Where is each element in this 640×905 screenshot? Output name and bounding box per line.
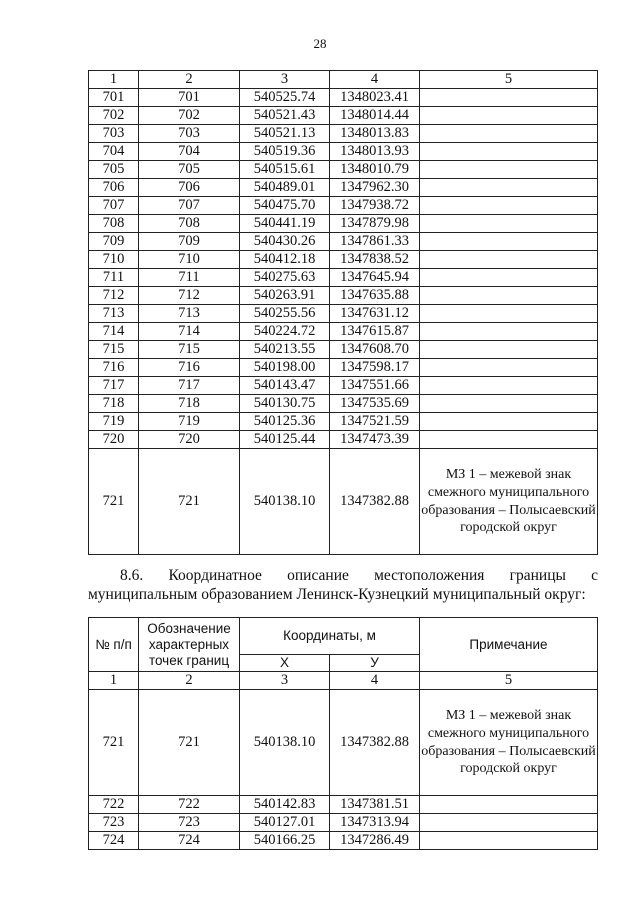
cell-x: 540130.75 bbox=[240, 395, 330, 413]
table-row bbox=[89, 377, 598, 395]
cell-y: 1348013.83 bbox=[330, 125, 420, 143]
cell-x: 540430.26 bbox=[240, 233, 330, 251]
cell-num: 721 bbox=[89, 449, 139, 555]
column-number: 4 bbox=[330, 71, 420, 89]
header-num: № п/п bbox=[89, 618, 139, 672]
section-text: Координатное описание местоположения границы с муниципальным образованием Ленинск-Кузнецкий муниципальный округ: bbox=[88, 567, 599, 603]
cell-x: 540138.10 bbox=[240, 449, 330, 555]
table-row bbox=[89, 449, 598, 555]
cell-y: 1347645.94 bbox=[330, 269, 420, 287]
cell-x: 540166.25 bbox=[240, 832, 330, 850]
table-row bbox=[89, 832, 598, 850]
cell-num: 705 bbox=[89, 161, 139, 179]
header-y: У bbox=[330, 655, 420, 672]
cell-num: 709 bbox=[89, 233, 139, 251]
table-row bbox=[89, 233, 598, 251]
cell-y: 1347938.72 bbox=[330, 197, 420, 215]
cell-point: 708 bbox=[139, 215, 240, 233]
cell-note bbox=[420, 413, 598, 431]
table-row bbox=[89, 690, 598, 796]
table-row bbox=[89, 251, 598, 269]
cell-note bbox=[420, 796, 598, 814]
cell-num: 718 bbox=[89, 395, 139, 413]
cell-x: 540224.72 bbox=[240, 323, 330, 341]
cell-num: 724 bbox=[89, 832, 139, 850]
cell-x: 540127.01 bbox=[240, 814, 330, 832]
cell-point: 702 bbox=[139, 107, 240, 125]
table-row bbox=[89, 179, 598, 197]
column-number: 2 bbox=[139, 672, 240, 690]
cell-x: 540263.91 bbox=[240, 287, 330, 305]
table-row bbox=[89, 143, 598, 161]
cell-x: 540441.19 bbox=[240, 215, 330, 233]
cell-y: 1347608.70 bbox=[330, 341, 420, 359]
cell-x: 540275.63 bbox=[240, 269, 330, 287]
cell-num: 704 bbox=[89, 143, 139, 161]
cell-note bbox=[420, 359, 598, 377]
cell-num: 710 bbox=[89, 251, 139, 269]
table-row bbox=[89, 107, 598, 125]
cell-y: 1347381.51 bbox=[330, 796, 420, 814]
cell-y: 1348014.44 bbox=[330, 107, 420, 125]
column-number: 1 bbox=[89, 71, 139, 89]
cell-x: 540142.83 bbox=[240, 796, 330, 814]
table-row bbox=[89, 413, 598, 431]
cell-x: 540143.47 bbox=[240, 377, 330, 395]
cell-point: 712 bbox=[139, 287, 240, 305]
cell-x: 540125.36 bbox=[240, 413, 330, 431]
table-row bbox=[89, 814, 598, 832]
cell-y: 1347635.88 bbox=[330, 287, 420, 305]
cell-y: 1348010.79 bbox=[330, 161, 420, 179]
cell-note bbox=[420, 341, 598, 359]
cell-note bbox=[420, 305, 598, 323]
coordinates-table-continued bbox=[88, 70, 598, 555]
cell-point: 719 bbox=[139, 413, 240, 431]
cell-note bbox=[420, 89, 598, 107]
cell-note bbox=[420, 107, 598, 125]
cell-point: 711 bbox=[139, 269, 240, 287]
table-row bbox=[89, 431, 598, 449]
header-coordinates: Координаты, м bbox=[240, 618, 420, 655]
cell-note bbox=[420, 431, 598, 449]
column-number-row bbox=[89, 672, 598, 690]
cell-num: 723 bbox=[89, 814, 139, 832]
cell-point: 709 bbox=[139, 233, 240, 251]
cell-note bbox=[420, 179, 598, 197]
cell-point: 713 bbox=[139, 305, 240, 323]
cell-y: 1347598.17 bbox=[330, 359, 420, 377]
column-number-row bbox=[89, 71, 598, 89]
cell-x: 540213.55 bbox=[240, 341, 330, 359]
cell-y: 1347382.88 bbox=[330, 449, 420, 555]
table-row bbox=[89, 197, 598, 215]
cell-point: 721 bbox=[139, 449, 240, 555]
cell-point: 714 bbox=[139, 323, 240, 341]
cell-note bbox=[420, 832, 598, 850]
cell-y: 1347838.52 bbox=[330, 251, 420, 269]
cell-x: 540198.00 bbox=[240, 359, 330, 377]
cell-note bbox=[420, 233, 598, 251]
column-number: 3 bbox=[240, 672, 330, 690]
table-row bbox=[89, 796, 598, 814]
column-number: 1 bbox=[89, 672, 139, 690]
cell-point: 707 bbox=[139, 197, 240, 215]
cell-point: 710 bbox=[139, 251, 240, 269]
cell-note: МЗ 1 – межевой знак смежного муниципального образования – Полысаевский городской округ bbox=[420, 690, 598, 796]
cell-point: 703 bbox=[139, 125, 240, 143]
cell-point: 717 bbox=[139, 377, 240, 395]
cell-note bbox=[420, 125, 598, 143]
cell-point: 716 bbox=[139, 359, 240, 377]
column-number: 2 bbox=[139, 71, 240, 89]
cell-y: 1347286.49 bbox=[330, 832, 420, 850]
header-x: X bbox=[240, 655, 330, 672]
table-row bbox=[89, 341, 598, 359]
cell-num: 717 bbox=[89, 377, 139, 395]
column-number: 4 bbox=[330, 672, 420, 690]
cell-y: 1347313.94 bbox=[330, 814, 420, 832]
table-row bbox=[89, 359, 598, 377]
cell-point: 720 bbox=[139, 431, 240, 449]
column-number: 3 bbox=[240, 71, 330, 89]
cell-y: 1348023.41 bbox=[330, 89, 420, 107]
cell-y: 1348013.93 bbox=[330, 143, 420, 161]
cell-point: 715 bbox=[139, 341, 240, 359]
cell-point: 722 bbox=[139, 796, 240, 814]
cell-y: 1347473.39 bbox=[330, 431, 420, 449]
table-row bbox=[89, 395, 598, 413]
table-row bbox=[89, 269, 598, 287]
cell-note bbox=[420, 143, 598, 161]
cell-note bbox=[420, 287, 598, 305]
cell-num: 708 bbox=[89, 215, 139, 233]
table-row bbox=[89, 161, 598, 179]
cell-note bbox=[420, 323, 598, 341]
cell-note bbox=[420, 215, 598, 233]
cell-x: 540521.13 bbox=[240, 125, 330, 143]
cell-num: 713 bbox=[89, 305, 139, 323]
cell-note bbox=[420, 161, 598, 179]
cell-x: 540125.44 bbox=[240, 431, 330, 449]
section-number: 8.6. bbox=[120, 567, 144, 584]
cell-y: 1347962.30 bbox=[330, 179, 420, 197]
cell-y: 1347551.66 bbox=[330, 377, 420, 395]
cell-x: 540525.74 bbox=[240, 89, 330, 107]
cell-note bbox=[420, 814, 598, 832]
page-number: 28 bbox=[313, 36, 327, 51]
cell-x: 540515.61 bbox=[240, 161, 330, 179]
cell-note bbox=[420, 197, 598, 215]
cell-num: 714 bbox=[89, 323, 139, 341]
cell-num: 722 bbox=[89, 796, 139, 814]
cell-y: 1347861.33 bbox=[330, 233, 420, 251]
table-row bbox=[89, 287, 598, 305]
cell-y: 1347879.98 bbox=[330, 215, 420, 233]
cell-note bbox=[420, 251, 598, 269]
cell-x: 540138.10 bbox=[240, 690, 330, 796]
cell-x: 540475.70 bbox=[240, 197, 330, 215]
cell-x: 540519.36 bbox=[240, 143, 330, 161]
coordinates-table-leninsk bbox=[88, 617, 598, 850]
cell-num: 707 bbox=[89, 197, 139, 215]
cell-point: 706 bbox=[139, 179, 240, 197]
cell-num: 706 bbox=[89, 179, 139, 197]
cell-point: 718 bbox=[139, 395, 240, 413]
cell-y: 1347382.88 bbox=[330, 690, 420, 796]
header-note: Примечание bbox=[420, 618, 598, 672]
cell-note bbox=[420, 395, 598, 413]
cell-num: 702 bbox=[89, 107, 139, 125]
cell-point: 723 bbox=[139, 814, 240, 832]
cell-point: 704 bbox=[139, 143, 240, 161]
cell-note bbox=[420, 377, 598, 395]
cell-x: 540489.01 bbox=[240, 179, 330, 197]
cell-num: 716 bbox=[89, 359, 139, 377]
cell-x: 540521.43 bbox=[240, 107, 330, 125]
table-row bbox=[89, 323, 598, 341]
cell-num: 703 bbox=[89, 125, 139, 143]
cell-num: 715 bbox=[89, 341, 139, 359]
cell-num: 719 bbox=[89, 413, 139, 431]
cell-y: 1347631.12 bbox=[330, 305, 420, 323]
table-row bbox=[89, 215, 598, 233]
cell-y: 1347535.69 bbox=[330, 395, 420, 413]
cell-point: 721 bbox=[139, 690, 240, 796]
cell-num: 721 bbox=[89, 690, 139, 796]
table-row bbox=[89, 89, 598, 107]
cell-point: 705 bbox=[139, 161, 240, 179]
cell-y: 1347521.59 bbox=[330, 413, 420, 431]
cell-point: 701 bbox=[139, 89, 240, 107]
cell-x: 540412.18 bbox=[240, 251, 330, 269]
column-number: 5 bbox=[420, 71, 598, 89]
section-heading bbox=[88, 566, 598, 604]
cell-note bbox=[420, 269, 598, 287]
table-row bbox=[89, 125, 598, 143]
cell-x: 540255.56 bbox=[240, 305, 330, 323]
cell-num: 712 bbox=[89, 287, 139, 305]
cell-note: МЗ 1 – межевой знак смежного муниципального образования – Полысаевский городской округ bbox=[420, 449, 598, 555]
cell-num: 720 bbox=[89, 431, 139, 449]
table-row bbox=[89, 305, 598, 323]
header-points: Обозначение характерных точек границ bbox=[139, 618, 240, 672]
cell-num: 711 bbox=[89, 269, 139, 287]
cell-y: 1347615.87 bbox=[330, 323, 420, 341]
column-number: 5 bbox=[420, 672, 598, 690]
cell-num: 701 bbox=[89, 89, 139, 107]
cell-point: 724 bbox=[139, 832, 240, 850]
